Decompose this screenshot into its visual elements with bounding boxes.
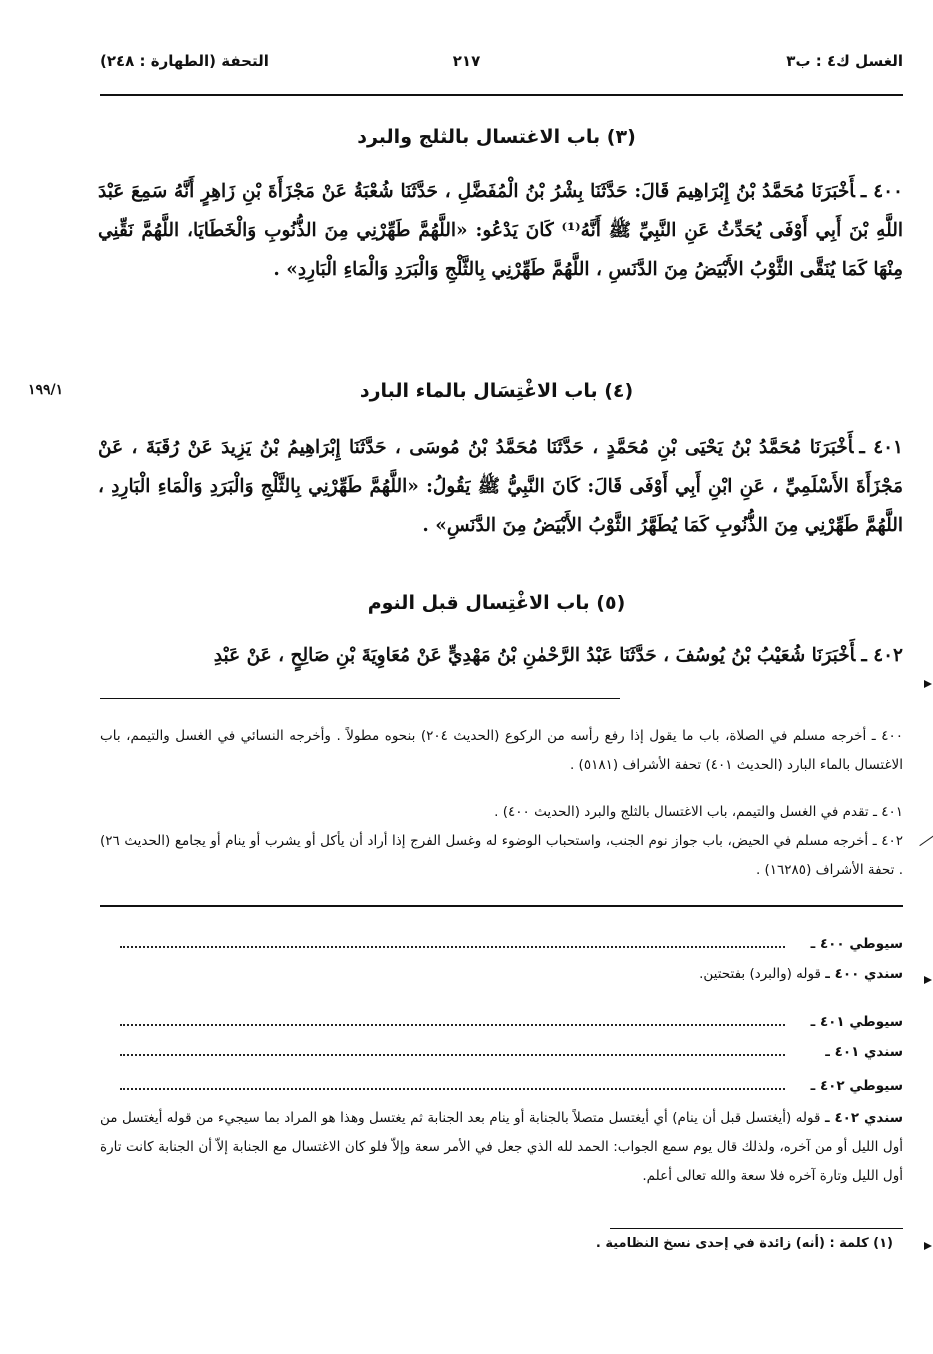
dotted-leader xyxy=(120,946,785,948)
commentary-label: سيوطي ٤٠٢ ـ xyxy=(810,1078,903,1094)
dotted-leader xyxy=(120,1054,785,1056)
header-tuhfa-ref: التحفة (الطهارة : ٢٤٨) xyxy=(100,52,269,70)
hadith-number: ٤٠٠ ـ xyxy=(860,181,903,202)
section-heading: (٤) باب الاغْتِسَال بالماء البارد xyxy=(359,380,634,402)
commentary-label: سيوطي ٤٠١ ـ xyxy=(810,1014,903,1030)
dotted-leader xyxy=(120,1088,785,1090)
commentary-sindi-402 xyxy=(100,1104,903,1191)
commentary-label: سندي ٤٠٢ ـ xyxy=(824,1110,903,1126)
hadith-402 xyxy=(98,636,903,675)
commentary-rule xyxy=(100,905,903,907)
margin-marker-icon xyxy=(924,1242,932,1250)
hadith-number: ٤٠١ ـ xyxy=(859,437,903,458)
takhrij-402: ٤٠٢ ـ أخرجه مسلم في الحيض، باب جواز نوم الجنب، واستحباب الوضوء له وغسل الفرج إذا أراد أن يأكل أو يشرب أو ينام أو يجامع (الحديث ٢٦) . تحفة الأشراف (١٦٢٨٥) . xyxy=(100,833,903,878)
margin-marker-icon xyxy=(924,680,932,688)
hadith-400 xyxy=(98,172,903,289)
takhrij-rule xyxy=(100,698,620,699)
commentary-label: سندي ٤٠٠ ـ xyxy=(825,966,903,982)
commentary-suyuti-401 xyxy=(100,1008,903,1037)
hadith-text: أَخْبَرَنَا شُعَيْبُ بْنُ يُوسُفَ ، حَدَّثَنَا عَبْدُ الرَّحْمٰنِ بْنُ مَهْدِيٍّ عَنْ مُعَاوِيَةَ بْنِ صَالِحٍ ، عَنْ عَبْدِ xyxy=(213,645,856,666)
takhrij-400: ٤٠٠ ـ أخرجه مسلم في الصلاة، باب ما يقول إذا رفع رأسه من الركوع (الحديث ٢٠٤) بنحوه مطولاً . وأخرجه النسائي في الغسل والتيمم، باب الاغتسال بالماء البارد (الحديث ٤٠١) تحفة الأشراف (٥١٨١) . xyxy=(100,728,903,773)
commentary-sindi-401 xyxy=(100,1038,903,1067)
commentary-sindi-400 xyxy=(100,960,903,989)
commentary-suyuti-402 xyxy=(100,1072,903,1101)
commentary-label: سيوطي ٤٠٠ ـ xyxy=(810,936,903,952)
commentary-label: سندي ٤٠١ ـ xyxy=(825,1044,903,1060)
hadith-text: أَخْبَرَنَا مُحَمَّدُ بْنُ إِبْرَاهِيمَ قَالَ: حَدَّثَنَا بِشْرُ بْنُ الْمُفَضَّلِ ، حَدَّثَنَا شُعْبَةُ عَنْ مَجْزَأَةَ بْنِ زَاهِرٍ أَنَّهُ سَمِعَ عَبْدَ اللَّهِ بْنَ أَبِي أَوْفَى يُحَدِّثُ عَنِ النَّبِيِّ ﷺ أَنَّهُ⁽¹⁾ كَانَ يَدْعُو: «اللَّهُمَّ طَهِّرْنِي مِنَ الذُّنُوبِ وَالْخَطَايَا، اللَّهُمَّ نَقِّنِي مِنْهَا كَمَا يُنَقَّى الثَّوْبُ الأَبْيَضُ مِنَ الدَّنَسِ ، اللَّهُمَّ طَهِّرْنِي بِالثَّلْجِ وَالْبَرَدِ وَالْمَاءِ الْبَارِدِ» . xyxy=(98,181,903,280)
footnote: (١) كلمة : (أنه) زائدة في إحدى نسخ النظامية . xyxy=(595,1236,893,1251)
commentary-text: قوله (أيغتسل قبل أن ينام) أي أيغتسل متصلاً بالجنابة أو ينام بعد الجنابة ثم يغتسل وهذا هو المراد بما سيجيء من قوله أيغتسل من أول الليل أو من آخره، ولذلك قال يوم سمع الجواب: الحمد لله الذي جعل في الأمر سعة وإلاّ فلو كان الاغتسال مع الجنابة إلاّ أن الجنابة كانت تارة أول الليل وتارة آخره فلا سعة والله تعالى أعلم. xyxy=(100,1110,903,1184)
hadith-401 xyxy=(98,428,903,545)
dotted-leader xyxy=(120,1024,785,1026)
takhrij-401: ٤٠١ ـ تقدم في الغسل والتيمم، باب الاغتسال بالثلج والبرد (الحديث ٤٠٠) . xyxy=(494,804,903,820)
margin-reference: ١٩٩/١ xyxy=(28,382,64,398)
margin-marker-icon xyxy=(924,976,932,984)
header-chapter-ref: الغسل ك٤ : ب٣ xyxy=(786,52,903,70)
footnote-rule xyxy=(610,1228,903,1229)
page-number: ٢١٧ xyxy=(452,52,481,70)
commentary-suyuti-400 xyxy=(100,930,903,959)
section-heading: (٥) باب الاغْتِسال قبل النوم xyxy=(367,592,626,614)
margin-tick-icon xyxy=(919,835,933,846)
hadith-number: ٤٠٢ ـ xyxy=(861,645,903,666)
section-heading: (٣) باب الاغتسال بالثلج والبرد xyxy=(357,126,636,148)
commentary-text: قوله (والبرد) بفتحتين. xyxy=(699,966,821,982)
header-rule xyxy=(100,94,903,96)
hadith-text: أَخْبَرَنَا مُحَمَّدُ بْنُ يَحْيَى بْنِ مُحَمَّدٍ ، حَدَّثَنَا مُحَمَّدُ بْنُ مُوسَى ، حَدَّثَنَا إِبْرَاهِيمُ بْنُ يَزِيدَ عَنْ رُقَبَةَ ، عَنْ مَجْزَأَةَ الأَسْلَمِيِّ ، عَنِ ابْنِ أَبِي أَوْفَى قَالَ: كَانَ النَّبِيُّ ﷺ يَقُولُ: «اللَّهُمَّ طَهِّرْنِي بِالثَّلْجِ وَالْبَرَدِ وَالْمَاءِ الْبَارِدِ ، اللَّهُمَّ طَهِّرْنِي مِنَ الذُّنُوبِ كَمَا يُطَهَّرُ الثَّوْبُ الأَبْيَضُ مِنَ الدَّنَسِ» . xyxy=(98,437,903,536)
